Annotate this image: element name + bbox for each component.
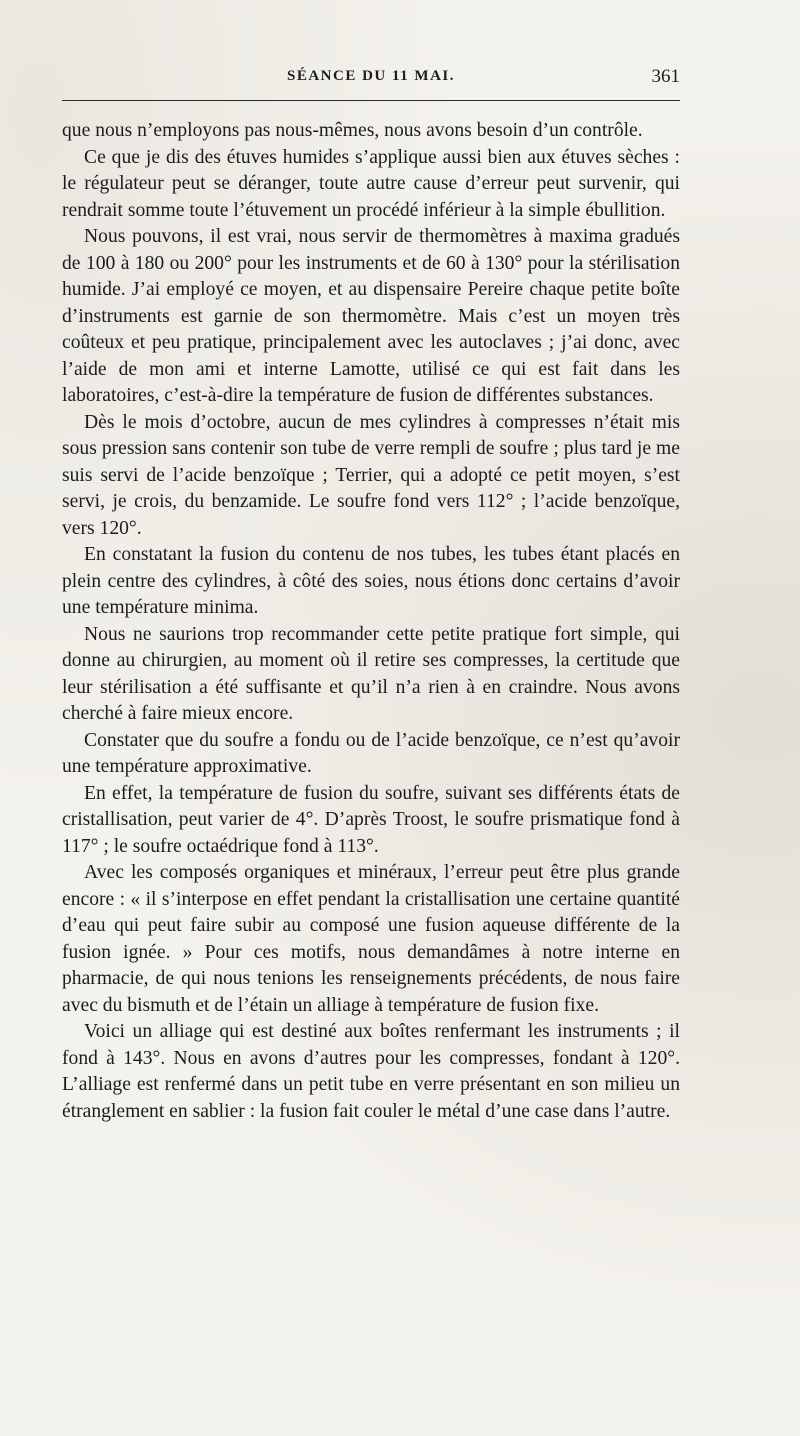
- page-number: 361: [651, 66, 680, 87]
- page-header: [62, 64, 680, 101]
- paragraph: Avec les composés organiques et minéraux, l’erreur peut être plus grande encore : « il s’interpose en effet pendant la cristallisation une certaine quantité d’eau qui peut faire subir au composé une fusion aqueuse différente de la fusion ignée. » Pour ces motifs, nous demandâmes à notre interne en pharmacie, de qui nous tenions les renseignements précédents, de nous faire avec du bismuth et de l’étain un alliage à température de fusion fixe.: [62, 862, 680, 1016]
- paragraph: Dès le mois d’octobre, aucun de mes cylindres à compresses n’était mis sous pression sans contenir son tube de verre rempli de soufre ; plus tard je me suis servi de l’acide benzoïque ; Terrier, qui a adopté ce petit moyen, s’est servi, je crois, du benzamide. Le soufre fond vers 112° ; l’acide benzoïque, vers 120°.: [62, 411, 680, 539]
- paragraph: Voici un alliage qui est destiné aux boîtes renfermant les instruments ; il fond à 143°. Nous en avons d’autres pour les compresses, fondant à 120°. L’alliage est renfermé dans un petit tube en verre présentant en son milieu un étranglement en sablier : la fusion fait couler le métal d’une case dans l’autre.: [62, 1021, 680, 1122]
- body-text: [62, 118, 680, 1125]
- paragraph: Ce que je dis des étuves humides s’applique aussi bien aux étuves sèches : le régulateur peut se déranger, toute autre cause d’erreur peut survenir, qui rendrait somme toute l’étuvement un procédé inférieur à la simple ébullition.: [62, 146, 680, 221]
- paragraph: En effet, la température de fusion du soufre, suivant ses différents états de cristallisation, peut varier de 4°. D’après Troost, le soufre prismatique fond à 117° ; le soufre octaédrique fond à 113°.: [62, 782, 680, 857]
- running-title: SÉANCE DU 11 MAI.: [286, 68, 455, 84]
- paragraph: En constatant la fusion du contenu de nos tubes, les tubes étant placés en plein centre des cylindres, à côté des soies, nous étions donc certains d’avoir une température minima.: [62, 544, 680, 618]
- paragraph: Constater que du soufre a fondu ou de l’acide benzoïque, ce n’est qu’avoir une température approximative.: [62, 729, 680, 777]
- paragraph: que nous n’employons pas nous-mêmes, nous avons besoin d’un contrôle.: [62, 120, 643, 141]
- paragraph: Nous ne saurions trop recommander cette petite pratique fort simple, qui donne au chirurgien, au moment où il retire ses compresses, la certitude que leur stérilisation a été suffisante et qu’il n’a rien à en craindre. Nous avons cherché à faire mieux encore.: [62, 623, 680, 724]
- paragraph: Nous pouvons, il est vrai, nous servir de thermomètres à maxima gradués de 100 à 180 ou 200° pour les instruments et de 60 à 130° pour la stérilisation humide. J’ai employé ce moyen, et au dispensaire Pereire chaque petite boîte d’instruments est garnie de son thermomètre. Mais c’est un moyen très coûteux et peu pratique, principalement avec les autoclaves ; j’ai donc, avec l’aide de mon ami et interne Lamotte, utilisé ce qui est fait dans les laboratoires, c’est-à-dire la température de fusion de différentes substances.: [62, 226, 680, 406]
